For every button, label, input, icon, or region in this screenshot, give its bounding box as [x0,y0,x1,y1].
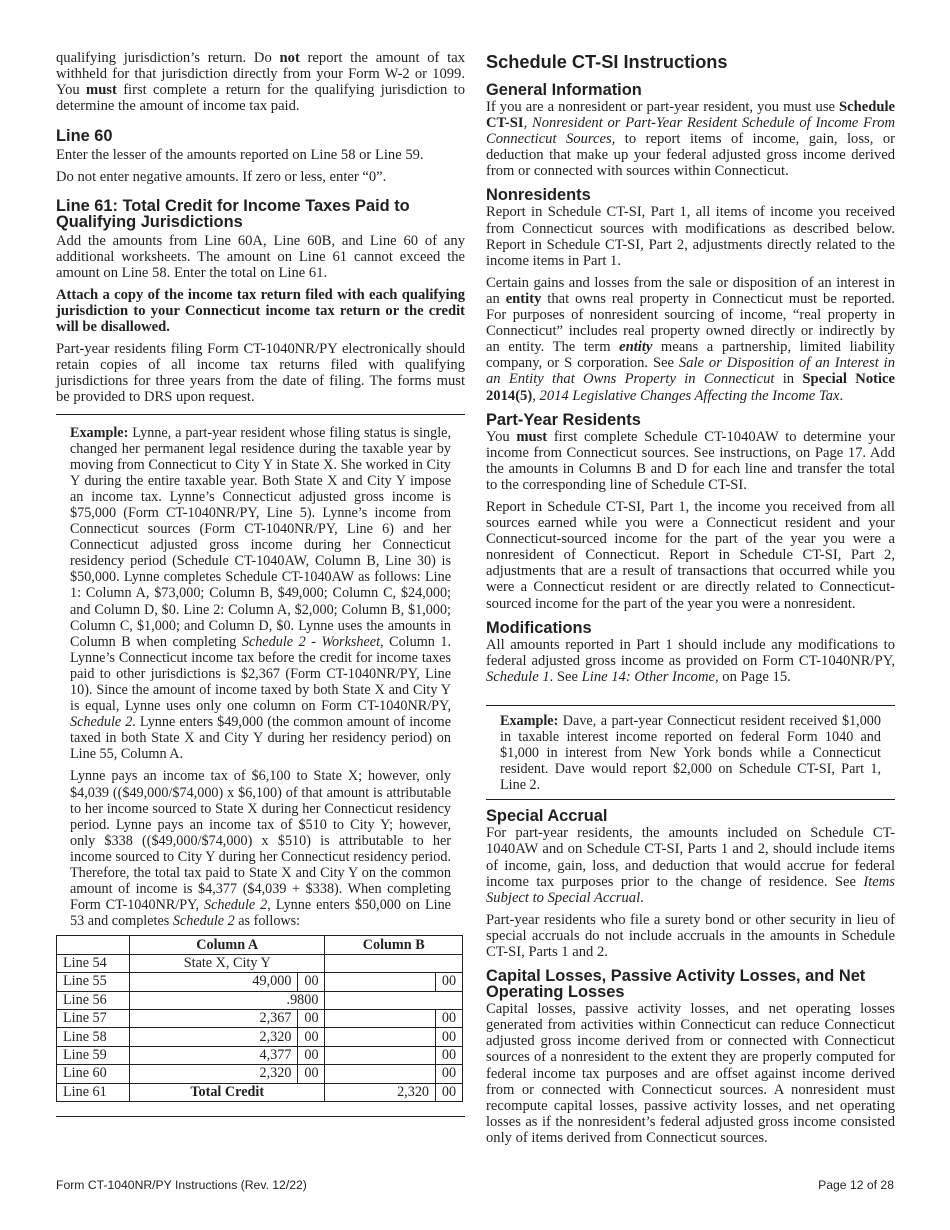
table-row: Line 59 4,377 00 00 [57,1046,463,1064]
table-row: Line 60 2,320 00 00 [57,1065,463,1083]
table-row: Line 56 .9800 [57,991,463,1009]
lynne-example-paragraph-1: Example: Lynne, a part-year resident whose filing status is single, changed her permanent legal residence during the taxable year by moving from Connecticut to City Y in State X. She worked in City Y during the entire taxable year. Both State X and City Y impose an income tax. Lynne’s Connecticut adjusted gross income is $75,000 (Form CT-1040NR/PY, Line 5). Lynne’s income from Connecticut sources (Form CT-1040NR/PY, Line 6) and her Connecticut adjusted gross income during her Connecticut residency period (Schedule CT-1040AW, Column B, Line 30) is $50,000. Lynne completes Schedule CT-1040AW as follows: Line 1: Column A, $73,000; Column B, $49,000; Column C, $24,000; and Column D, $0. Line 2: Column A, $2,000; Column B, $1,000; Column C, $1,000; and Column D, $0. Lynne uses the amounts in Column B when completing Schedule 2 - Worksheet, Column 1. Lynne’s Connecticut income tax before the credit for income taxes paid to other jurisdictions is $2,367 (Form CT-1040NR/PY, Line 10). Since the amount of income taxed by both State X and City Y is equal, Lynne uses only one column on Form CT-1040NR/PY, Schedule 2. Lynne enters $49,000 (the common amount of income taxed in both State X and City Y during her residency period) on Line 55, Column A. [70,424,451,763]
line61-paragraph-3: Part-year residents filing Form CT-1040NR/PY electronically should retain copies of all income tax returns filed with qualifying jurisdictions for three years from the date of filing. The forms must be provided to DRS upon request. [56,341,465,406]
capital-losses-heading: Capital Losses, Passive Activity Losses, and Net Operating Losses [486,967,866,1002]
line60-heading: Line 60 [56,127,113,146]
nonresidents-paragraph-2: Certain gains and losses from the sale or disposition of an interest in an entity that owns real property in Connecticut must be reported. For purposes of nonresident sourcing of income, “real property in Connecticut” includes real property owned directly or indirectly by an entity. The term entity means a partnership, limited liability company, or S corporation. See Sale or Disposition of an Interest in an Entity that Owns Property in Connecticut in Special Notice 2014(5), 2014 Legislative Changes Affecting the Income Tax. [486,274,895,404]
part-year-paragraph-1: You must first complete Schedule CT-1040AW to determine your income from Connecticut sources. See instructions, on Page 17. Add the amounts in Columns B and D for each line and transfer the total to the corresponding line of Schedule CT-SI. [486,428,895,493]
part-year-residents-heading: Part-Year Residents [486,410,641,429]
general-information-heading: General Information [486,81,642,99]
table-row-total: Line 61 Total Credit 2,320 00 [57,1083,463,1101]
table-row: Line 57 2,367 00 00 [57,1009,463,1027]
line60-paragraph-2: Do not enter negative amounts. If zero or less, enter “0”. [56,169,387,186]
schedule-2-table [56,935,463,1102]
part-year-paragraph-2: Report in Schedule CT-SI, Part 1, the income you received from all sources earned while you were a Connecticut resident and your Connecticut-sourced income for the part of the year you were a nonresident of Connecticut. Report in Schedule CT-SI, Part 2, adjustments that are a result of transactions that occurred while you were a Connecticut resident or are directly related to Connecticut-sourced income for the part of the year you were a nonresident. [486,498,895,612]
capital-losses-paragraph: Capital losses, passive activity losses, and net operating losses generated from activities within Connecticut can reduce Connecticut adjusted gross income derived from or connected with Connecticut sources of a nonresident to the extent they are properly computed for federal income tax purposes and are offset against income derived from or connected with Connecticut sources. A nonresident must recompute capital losses, passive activity losses, and net operating losses as if the nonresident’s federal adjusted gross income consisted only of items derived from Connecticut sources. [486,1001,895,1146]
dave-example-box [486,705,895,800]
table-row: Line 58 2,320 00 00 [57,1028,463,1046]
lynne-example-box [56,414,465,1117]
modifications-paragraph: All amounts reported in Part 1 should include any modifications to federal adjusted gross income as provided on Form CT-1040NR/PY, Schedule 1. See Line 14: Other Income, on Page 15. [486,636,895,685]
special-accrual-heading: Special Accrual [486,807,608,826]
nonresidents-paragraph-1: Report in Schedule CT-SI, Part 1, all items of income you received from Connecticut sources with modifications as described below. Report in Schedule CT-SI, Part 2, adjustments directly related to the income items in Part 1. [486,204,895,269]
general-information-paragraph: If you are a nonresident or part-year resident, you must use Schedule CT-SI, Nonresident or Part-Year Resident Schedule of Income From Connecticut Sources, to report items of income, gain, loss, or deduction that make up your federal adjusted gross income derived from or connected with sources within Connecticut. [486,99,896,180]
modifications-heading: Modifications [486,618,592,637]
dave-example-paragraph: Example: Dave, a part-year Connecticut resident received $1,000 in taxable interest income reported on federal Form 1040 and $1,000 in interest from New York bonds while a Connecticut resident. Dave would report $2,000 on Schedule CT-SI, Part 1, Line 2. [500,712,881,794]
right-column [486,52,895,1146]
line61-heading: Line 61: Total Credit for Income Taxes Paid to Qualifying Jurisdictions [56,196,410,231]
lynne-example-paragraph-2: Lynne pays an income tax of $6,100 to State X; however, only $4,039 (($49,000/$74,000) x $6,100) of that amount is attributable to her income sourced to State X during her Connecticut residency period. Lynne pays an income tax of $510 to City Y; however, only $338 (($49,000/$74,000) x $510) is attributable to her income sourced to City Y during her Connecticut residency period. Therefore, the total tax paid to State X and City Y on the common amount of income is $4,377 ($4,039 + $338). When completing Form CT-1040NR/PY, Schedule 2, Lynne enters $50,000 on Line 53 and completes Schedule 2 as follows: [70,768,451,930]
line60-paragraph-1: Enter the lesser of the amounts reported on Line 58 or Line 59. [56,147,424,164]
nonresidents-heading: Nonresidents [486,186,591,205]
line61-attach-notice: Attach a copy of the income tax return filed with each qualifying jurisdiction to your Connecticut income tax return or the credit will be disallowed. [56,286,465,336]
column-a-header: Column A [130,936,325,954]
table-header-row [57,936,463,954]
line61-paragraph-1: Add the amounts from Line 60A, Line 60B, and Line 60 of any additional worksheets. The amount on Line 61 cannot exceed the amount on Line 58. Enter the total on Line 61. [56,232,465,281]
left-column [56,50,465,1117]
table-row: Line 54 State X, City Y [57,954,463,972]
column-b-header: Column B [325,936,463,954]
footer-page-number: Page 12 of 28 [818,1178,894,1192]
footer-form-label: Form CT-1040NR/PY Instructions (Rev. 12/22) [56,1178,307,1192]
schedule-ct-si-title: Schedule CT-SI Instructions [486,52,728,72]
table-row: Line 55 49,000 00 00 [57,973,463,991]
special-accrual-paragraph-1: For part-year residents, the amounts included on Schedule CT-1040AW and on Schedule CT-SI, Parts 1 and 2, should include items of income, gain, loss, and deduction that would accrue for federal income tax purposes prior to the change of residence. See Items Subject to Special Accrual. [486,825,895,906]
special-accrual-paragraph-2: Part-year residents who file a surety bond or other security in lieu of special accruals do not include accruals in the amounts in Schedule CT-SI, Parts 1 and 2. [486,911,895,961]
intro-paragraph: qualifying jurisdiction’s return. Do not report the amount of tax withheld for that jurisdiction directly from your Form W-2 or 1099. You must first complete a return for the qualifying jurisdiction to determine the amount of income tax paid. [56,50,465,115]
